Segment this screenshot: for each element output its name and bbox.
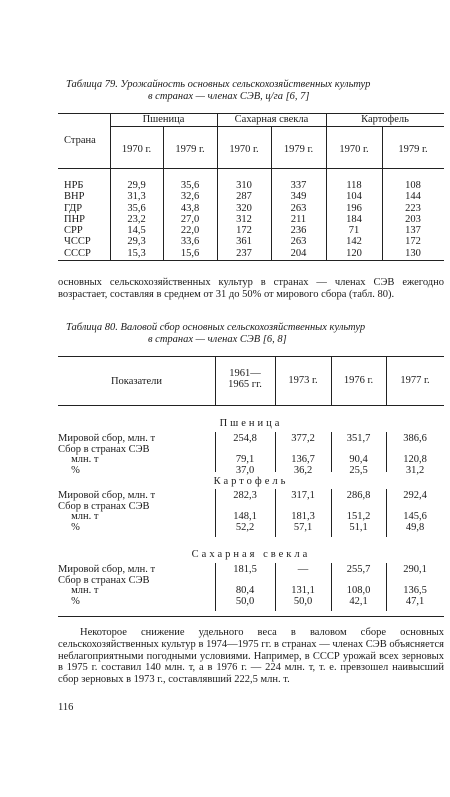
table80-row-labels: Мировой сбор, млн. т Сбор в странах СЭВ млн. т %	[58, 433, 156, 476]
table79-column: 118 104 196 184 71 142 120	[346, 180, 362, 259]
table79-year-header: 1970 г.	[121, 144, 152, 155]
table79-country-list: НРБ ВНР ГДР ПНР СРР ЧССР СССР	[64, 180, 91, 259]
table79-year-header: 1979 г.	[283, 144, 314, 155]
table79-bottom-rule	[58, 260, 444, 261]
table80-caption	[66, 322, 406, 346]
table79-group-header: Пшеница	[142, 114, 185, 125]
table79-column: 29,9 31,3 35,6 23,2 14,5 29,3 15,3	[127, 180, 146, 259]
table80-column: 254,8 79,1 37,0	[233, 433, 257, 476]
table79-year-header: 1970 г.	[229, 144, 259, 155]
table80-column: 282,3 148,1 52,2	[233, 490, 257, 533]
table79-column: 310 287 320 312 172 361 237	[236, 180, 252, 259]
table80-column: — 131,1 50,0	[291, 564, 315, 607]
table79-column: 337 349 263 211 236 263 204	[290, 180, 307, 259]
table80-year-header: 1977 г.	[400, 375, 430, 386]
table80-year-header: 1976 г.	[343, 375, 374, 386]
table79-group-header: Картофель	[361, 114, 409, 125]
table79-year-header: 1979 г.	[398, 144, 428, 155]
page-number: 116	[58, 702, 74, 713]
table80-column: 290,1 136,5 47,1	[403, 564, 427, 607]
table79-group-header: Сахарная свекла	[234, 114, 309, 125]
table79-year-header: 1979 г.	[175, 144, 205, 155]
table80-column: 317,1 181,3 57,1	[291, 490, 315, 533]
table79-header-rule	[58, 168, 444, 169]
table80-column: 286,8 151,2 51,1	[346, 490, 371, 533]
table80-caption-line2: в странах — членах СЭВ [6, 8]	[148, 334, 287, 345]
table80-row-labels: Мировой сбор, млн. т Сбор в странах СЭВ млн. т %	[58, 564, 156, 607]
mid-paragraph: основных сельскохозяйственных культур в странах — членах СЭВ ежегодно возрастает, составляя в среднем от 31 до 50% от мирового сбора (табл. 80).	[58, 277, 444, 300]
table79-column: 35,6 32,6 43,8 27,0 22,0 33,6 15,6	[180, 180, 200, 259]
table80-indicator-header: Показатели	[110, 376, 163, 387]
table79-column: 108 144 223 203 137 172 130	[405, 180, 421, 259]
table80-column: 181,5 80,4 50,0	[233, 564, 257, 607]
table80-caption-line1: Таблица 80. Валовой сбор основных сельскохозяйственных культур	[66, 322, 366, 333]
table80-year-header: 1961— 1965 гг.	[228, 368, 262, 390]
table80-section-title: Пшеница	[219, 418, 283, 429]
table80-year-header: 1973 г.	[288, 375, 318, 386]
table80-bottom-rule	[58, 616, 444, 617]
table80-row-labels: Мировой сбор, млн. т Сбор в странах СЭВ млн. т %	[58, 490, 156, 533]
table79-caption-line1: Таблица 79. Урожайность основных сельскохозяйственных культур	[66, 79, 371, 90]
table80-section-title: Картофель	[213, 476, 289, 487]
table80-column: 386,6 120,8 31,2	[403, 433, 427, 476]
table80-column: 292,4 145,6 49,8	[403, 490, 427, 533]
table79-caption-line2: в странах — членах СЭВ, ц/га [6, 7]	[148, 91, 310, 102]
table80-column: 377,2 136,7 36,2	[291, 433, 315, 476]
bottom-paragraph: Некоторое снижение удельного веса в валовом сборе основных сельскохозяйственных культур в 1974—1975 гг. в странах — членах СЭВ объясняется неблагоприятными погодными условиями. Например, в СССР урожай всех зерновых в 1975 г. составил 140 млн. т, а в 1976 г. — 224 млн. т, т. е. превзошел наивысший сбор зерновых в 1973 г., составлявший 222,5 млн. т.	[58, 627, 444, 686]
table80-column: 255,7 108,0 42,1	[346, 564, 371, 607]
table79-caption	[66, 79, 406, 103]
table79-year-header: 1970 г.	[339, 144, 369, 155]
table80-section-title: Сахарная свекла	[191, 549, 311, 560]
table80-column: 351,7 90,4 25,5	[346, 433, 371, 476]
table80-header-rule	[58, 405, 444, 406]
table79-group-rule	[110, 126, 444, 127]
table79-country-header: Страна	[64, 135, 96, 146]
